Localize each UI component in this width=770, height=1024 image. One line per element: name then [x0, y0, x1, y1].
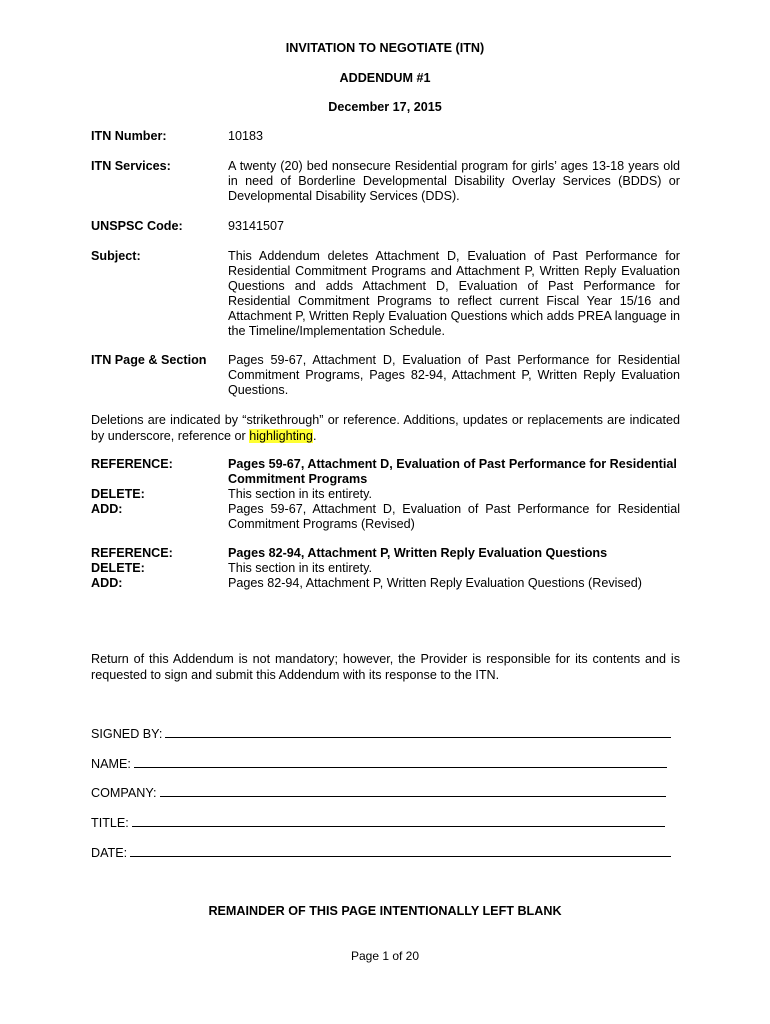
- itn-services-value: A twenty (20) bed nonsecure Residential program for girls’ ages 13-18 years old in need of Borderline Developmental Disability Overlay Services (BDDS) or Developmental Disability Services (DDS).: [228, 159, 680, 203]
- reference-block-1-values: [228, 457, 680, 532]
- delete-label: DELETE:: [91, 487, 145, 501]
- reference-block-2-labels: [91, 546, 221, 591]
- add-value: Pages 59-67, Attachment D, Evaluation of Past Performance for Residential Commitment Programs (Revised): [228, 502, 680, 531]
- itn-page-section-value: Pages 59-67, Attachment D, Evaluation of Past Performance for Residential Commitment Programs, Pages 82-94, Attachment P, Written Reply Evaluation Questions.: [228, 353, 680, 397]
- return-note: Return of this Addendum is not mandatory; however, the Provider is responsible for its contents and is requested to sign and submit this Addendum with its response to the ITN.: [91, 652, 680, 682]
- subject-value: This Addendum deletes Attachment D, Evaluation of Past Performance for Residential Commitment Programs and Attachment P, Written Reply Evaluation Questions and adds Attachment D, Evaluation of Past Performance for Residential Commitment Programs to reflect current Fiscal Year 15/16 and Attachment P, Written Reply Evaluation Questions which adds PREA language in the Timeline/Implementation Schedule.: [228, 249, 680, 338]
- title-field[interactable]: [91, 814, 665, 830]
- subject-label: Subject:: [91, 249, 141, 263]
- delete-label: DELETE:: [91, 561, 145, 575]
- name-field[interactable]: [91, 755, 667, 771]
- unspsc-code-value: 93141507: [228, 219, 285, 233]
- page-number: Page 1 of 20: [350, 949, 420, 963]
- signed-by-field[interactable]: [91, 725, 671, 741]
- itn-page-section-label: ITN Page & Section: [91, 353, 207, 367]
- delete-value: This section in its entirety.: [228, 561, 372, 575]
- name-line[interactable]: [134, 766, 667, 768]
- unspsc-code-label: UNSPSC Code:: [91, 219, 183, 233]
- itn-number-value: 10183: [228, 129, 264, 143]
- delete-value: This section in its entirety.: [228, 487, 372, 501]
- reference-value: Pages 82-94, Attachment P, Written Reply Evaluation Questions: [228, 546, 608, 560]
- highlighting-text: highlighting: [249, 429, 313, 443]
- date-field[interactable]: [91, 844, 671, 860]
- add-label: ADD:: [91, 576, 123, 590]
- reference-block-1-labels: [91, 457, 221, 517]
- date-label: DATE:: [91, 846, 128, 860]
- title-label: TITLE:: [91, 816, 129, 830]
- company-field[interactable]: [91, 784, 666, 800]
- company-label: COMPANY:: [91, 786, 157, 800]
- addendum-date: December 17, 2015: [328, 100, 442, 114]
- remainder-blank-notice: REMAINDER OF THIS PAGE INTENTIONALLY LEFT BLANK: [208, 904, 562, 918]
- name-label: NAME:: [91, 757, 131, 771]
- itn-number-label: ITN Number:: [91, 129, 167, 143]
- signed-by-line[interactable]: [165, 736, 671, 738]
- reference-block-2-values: [228, 546, 680, 591]
- deletions-note-text: Deletions are indicated by “strikethrough” or reference. Additions, updates or replacements are indicated by underscore, reference or: [91, 413, 680, 443]
- deletions-note-end: .: [312, 429, 317, 443]
- addendum-heading: ADDENDUM #1: [339, 71, 431, 85]
- itn-services-label: ITN Services:: [91, 159, 171, 173]
- add-value: Pages 82-94, Attachment P, Written Reply Evaluation Questions (Revised): [228, 576, 642, 590]
- reference-value: Pages 59-67, Attachment D, Evaluation of Past Performance for Residential Commitment Programs: [228, 457, 677, 486]
- reference-label: REFERENCE:: [91, 457, 173, 471]
- title-line[interactable]: [132, 825, 665, 827]
- deletions-note: [91, 412, 680, 444]
- signed-by-label: SIGNED BY:: [91, 727, 163, 741]
- document-title: INVITATION TO NEGOTIATE (ITN): [285, 41, 485, 55]
- company-line[interactable]: [160, 795, 666, 797]
- reference-label: REFERENCE:: [91, 546, 173, 560]
- add-label: ADD:: [91, 502, 123, 516]
- date-line[interactable]: [130, 855, 671, 857]
